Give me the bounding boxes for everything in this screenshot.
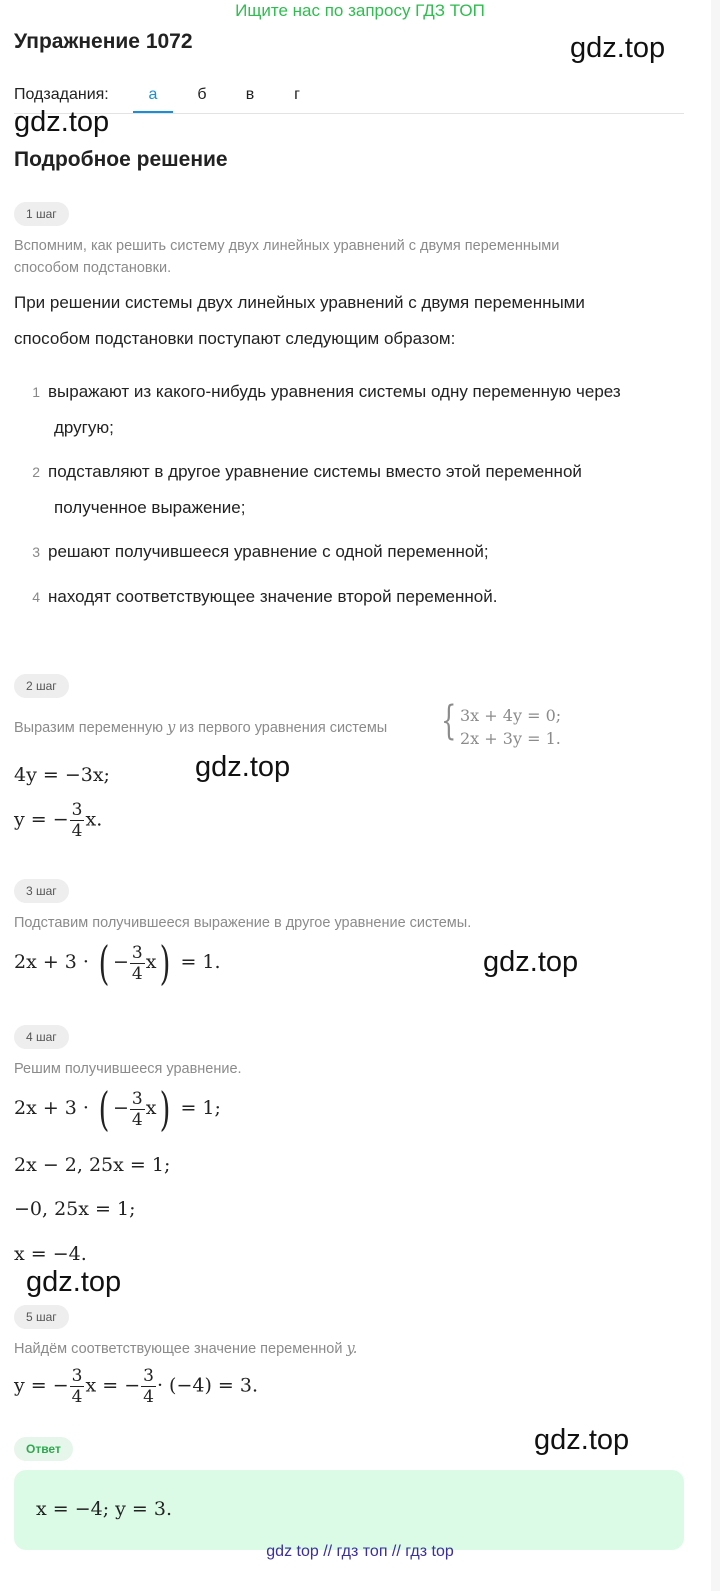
watermark: gdz.top: [26, 1266, 122, 1298]
equation: 4y = −3x;: [14, 764, 110, 786]
step-hint: Вспомним, как решить систему двух линейных уравнений с двумя переменными способом подстановки.: [14, 238, 560, 276]
step-badge: 4 шаг: [14, 1025, 69, 1049]
equation: x = −4.: [14, 1243, 87, 1265]
step-hint: Решим получившееся уравнение.: [14, 1061, 242, 1077]
equation: −0, 25x = 1;: [14, 1198, 136, 1220]
list-number: 4: [32, 589, 40, 605]
list-number: 2: [32, 464, 40, 480]
tabs-divider: [14, 113, 684, 114]
equation: 2x + 3 · ( − $\frac{3}{4}$ x) = 1;: [14, 1082, 221, 1136]
step-badge: 2 шаг: [14, 674, 69, 698]
equation: 2x − 2, 25x = 1;: [14, 1154, 171, 1176]
watermark: gdz.top: [195, 751, 291, 783]
watermark: gdz.top: [483, 946, 579, 978]
tab-b[interactable]: б: [197, 86, 207, 103]
watermark: gdz.top: [570, 32, 666, 64]
section-heading: Подробное решение: [14, 148, 228, 171]
list-item: выражают из какого-нибудь уравнения системы одну переменную через другую;: [48, 382, 621, 437]
step-badge: 5 шаг: [14, 1305, 69, 1329]
scrollbar-track[interactable]: [711, 0, 720, 1591]
answer-text: x = −4; y = 3.: [36, 1498, 173, 1520]
equation: 2x + 3 · ( − $\frac{3}{4}$ x) = 1.: [14, 936, 221, 990]
tab-g[interactable]: г: [294, 86, 300, 103]
step-hint: Подставим получившееся выражение в другое уравнение системы.: [14, 915, 472, 931]
subtasks-label: Подзадания:: [14, 86, 109, 103]
answer-badge: Ответ: [14, 1437, 73, 1461]
step-badge: 3 шаг: [14, 879, 69, 903]
search-banner: Ищите нас по запросу ГДЗ ТОП: [235, 1, 485, 20]
step-hint: Найдём соответствующее значение переменной y.: [14, 1341, 358, 1357]
watermark: gdz.top: [534, 1424, 630, 1456]
tab-v[interactable]: в: [245, 86, 255, 103]
step-hint: Выразим переменную y из первого уравнения системы: [14, 720, 388, 736]
list-item: решают получившееся уравнение с одной переменной;: [48, 542, 489, 561]
page-title: Упражнение 1072: [14, 30, 193, 53]
footer-links: gdz top // гдз топ // гдз top: [266, 1543, 454, 1560]
watermark: gdz.top: [14, 106, 110, 138]
list-item: подставляют в другое уравнение системы вместо этой переменной полученное выражение;: [48, 462, 582, 517]
tab-a[interactable]: а: [148, 86, 158, 103]
list-number: 3: [32, 544, 40, 560]
step-text: При решении системы двух линейных уравнений с двумя переменными способом подстановки поступают следующим образом:: [14, 293, 585, 348]
equation: y = − $\frac{3}{4}$ x.: [14, 800, 103, 841]
list-item: находят соответствующее значение второй переменной.: [48, 587, 498, 606]
step-badge: 1 шаг: [14, 202, 69, 226]
list-number: 1: [32, 384, 40, 400]
equation: y = − $\frac{3}{4}$ x = − $\frac{3}{4}$ · (−4) = 3.: [14, 1366, 258, 1407]
